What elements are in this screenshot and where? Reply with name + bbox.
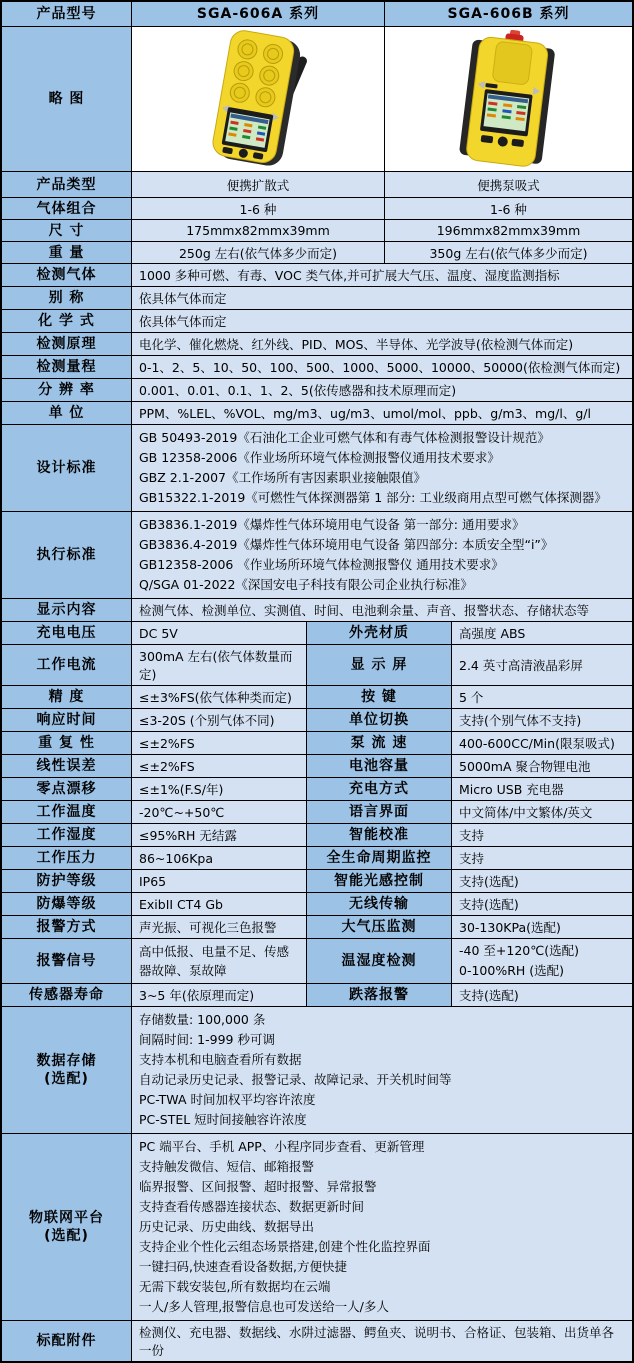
data-storage-label-line-1: 数据存储 [36,1053,97,1069]
working-current-value: 300mA 左右(依气体数量而定) [132,645,307,685]
header-series-a: SGA-606A 系列 [132,2,385,26]
exec-standard-label: 执行标准 [2,512,132,598]
row-repeatability [2,732,632,755]
units-label: 单 位 [2,402,132,424]
iot-platform-line: 无需下载安装包,所有数据均在云端 [139,1279,331,1294]
row-alarm-signal [2,939,632,984]
barometric-monitoring-value: 30-130KPa(选配) [452,916,632,938]
exec-standard-line: GB3836.4-2019《爆炸性气体环境用电气设备 第四部分: 本质安全型“i”》 [139,537,554,552]
weight-a: 250g 左右(依气体多少而定) [132,242,385,263]
chemical-formula-label: 化 学 式 [2,310,132,332]
row-sensor-life [2,984,632,1007]
unit-switch-label: 单位切换 [307,709,452,731]
response-time-label: 响应时间 [2,709,132,731]
protection-rating-label: 防护等级 [2,870,132,892]
display-content-value: 检测气体、检测单位、实测值、时间、电池剩余量、声音、报警状态、存储状态等 [132,599,632,621]
row-accuracy [2,686,632,709]
temp-humidity-line-1: -40 至+120℃(选配) [459,943,580,958]
row-gas-combination [2,198,632,220]
language-value: 中文简体/中文繁体/英文 [452,801,632,823]
temp-humidity-line-2: 0-100%RH (选配) [459,963,565,978]
light-sensor-control-value: 支持(选配) [452,870,632,892]
sketch-row [2,27,632,172]
iot-platform-line: 一键扫码,快速查看设备数据,方便快捷 [139,1259,347,1274]
display-content-label: 显示内容 [2,599,132,621]
row-chemical-formula [2,310,632,333]
row-display-content [2,599,632,622]
accessories-value: 检测仪、充电器、数据线、水阱过滤器、鳄鱼夹、说明书、合格证、包装箱、出货单各一份 [132,1321,632,1361]
zero-drift-value: ≤±1%(F.S/年) [132,778,307,800]
row-alias [2,287,632,310]
pump-flow-value: 400-600CC/Min(限泵吸式) [452,732,632,754]
row-charging-voltage [2,622,632,645]
alarm-signal-label: 报警信号 [2,939,132,983]
data-storage-line: 存储数量: 100,000 条 [139,1012,266,1027]
iot-platform-label-line-2: (选配) [44,1228,89,1244]
alarm-signal-value: 高中低报、电量不足、传感器故障、泵故障 [132,939,307,983]
weight-label: 重 量 [2,242,132,263]
accuracy-label: 精 度 [2,686,132,708]
gas-combination-a: 1-6 种 [132,198,385,219]
row-alarm-method [2,916,632,939]
row-weight [2,242,632,264]
row-data-storage [2,1007,632,1134]
light-sensor-control-label: 智能光感控制 [307,870,452,892]
lifecycle-monitoring-value: 支持 [452,847,632,869]
alarm-method-label: 报警方式 [2,916,132,938]
row-working-temperature [2,801,632,824]
table-header-row [2,2,632,27]
detection-principle-label: 检测原理 [2,333,132,355]
row-dimensions [2,220,632,242]
detection-range-label: 检测量程 [2,356,132,378]
explosion-proof-value: ExibII CT4 Gb [132,893,307,915]
row-explosion-proof-rating [2,893,632,916]
header-series-b: SGA-606B 系列 [385,2,632,26]
charging-voltage-label: 充电电压 [2,622,132,644]
working-humidity-value: ≤95%RH 无结露 [132,824,307,846]
iot-platform-line: 历史记录、历史曲线、数据导出 [139,1219,315,1234]
product-type-b: 便携泵吸式 [385,172,632,197]
working-temperature-value: -20℃~+50℃ [132,801,307,823]
iot-platform-line: 支持企业个性化云组态场景搭建,创建个性化监控界面 [139,1239,431,1254]
working-temperature-label: 工作温度 [2,801,132,823]
pump-flow-label: 泵 流 速 [307,732,452,754]
language-label: 语言界面 [307,801,452,823]
iot-platform-line: 临界报警、区间报警、超时报警、异常报警 [139,1179,377,1194]
detected-gases-label: 检测气体 [2,264,132,286]
shell-material-label: 外壳材质 [307,622,452,644]
protection-rating-value: IP65 [132,870,307,892]
row-working-current [2,645,632,686]
gas-combination-label: 气体组合 [2,198,132,219]
row-units [2,402,632,425]
accuracy-value: ≤±3%FS(依气体种类而定) [132,686,307,708]
alias-label: 别 称 [2,287,132,309]
row-exec-standard [2,512,632,599]
product-image-sga-606b [385,27,632,171]
row-accessories [2,1321,632,1361]
exec-standard-line: Q/SGA 01-2022《深国安电子科技有限公司企业执行标准》 [139,577,473,592]
exec-standard-line: GB3836.1-2019《爆炸性气体环境用电气设备 第一部分: 通用要求》 [139,517,525,532]
barometric-monitoring-label: 大气压监测 [307,916,452,938]
display-screen-label: 显 示 屏 [307,645,452,685]
drop-alarm-label: 跌落报警 [307,984,452,1006]
response-time-value: ≤3-20S (个别气体不同) [132,709,307,731]
row-detection-range [2,356,632,379]
iot-platform-line: PC 端平台、手机 APP、小程序同步查看、更新管理 [139,1139,425,1154]
design-standard-line: GB 12358-2006《作业场所环境气体检测报警仪通用技术要求》 [139,450,500,465]
working-pressure-value: 86~106Kpa [132,847,307,869]
detected-gases-value: 1000 多种可燃、有毒、VOC 类气体,并可扩展大气压、温度、湿度监测指标 [132,264,632,286]
drop-alarm-value: 支持(选配) [452,984,632,1006]
exec-standard-value [132,512,632,598]
temp-humidity-detection-value [452,939,632,983]
design-standard-value [132,425,632,511]
detection-principle-value: 电化学、催化燃烧、红外线、PID、MOS、半导体、光学波导(依检测气体而定) [132,333,632,355]
shell-material-value: 高强度 ABS [452,622,632,644]
display-screen-value: 2.4 英寸高清液晶彩屏 [452,645,632,685]
data-storage-line: 间隔时间: 1-999 秒可调 [139,1032,275,1047]
row-linearity-error [2,755,632,778]
iot-platform-label-line-1: 物联网平台 [29,1210,104,1226]
explosion-proof-label: 防爆等级 [2,893,132,915]
alias-value: 依具体气体而定 [132,287,632,309]
smart-calibration-label: 智能校准 [307,824,452,846]
working-humidity-label: 工作湿度 [2,824,132,846]
resolution-label: 分 辨 率 [2,379,132,401]
buttons-label: 按 键 [307,686,452,708]
battery-capacity-value: 5000mA 聚合物锂电池 [452,755,632,777]
sketch-label: 略 图 [2,27,132,171]
product-type-label: 产品类型 [2,172,132,197]
data-storage-value [132,1007,632,1133]
chemical-formula-value: 依具体气体而定 [132,310,632,332]
data-storage-line: PC-STEL 短时间接触容许浓度 [139,1112,307,1127]
data-storage-label [2,1007,132,1133]
data-storage-line: 自动记录历史记录、报警记录、故障记录、开关机时间等 [139,1072,452,1087]
row-response-time [2,709,632,732]
repeatability-value: ≤±2%FS [132,732,307,754]
wireless-transmission-label: 无线传输 [307,893,452,915]
iot-platform-line: 支持查看传感器连接状态、数据更新时间 [139,1199,365,1214]
iot-platform-line: 一人/多人管理,报警信息也可发送给一人/多人 [139,1299,389,1314]
linearity-error-label: 线性误差 [2,755,132,777]
design-standard-line: GBZ 2.1-2007《工作场所有害因素职业接触限值》 [139,470,427,485]
device-b-illustration [424,30,594,168]
iot-platform-line: 支持触发微信、短信、邮箱报警 [139,1159,315,1174]
battery-capacity-label: 电池容量 [307,755,452,777]
iot-platform-label [2,1134,132,1320]
zero-drift-label: 零点漂移 [2,778,132,800]
data-storage-line: PC-TWA 时间加权平均容许浓度 [139,1092,316,1107]
header-product-model: 产品型号 [2,2,132,26]
buttons-value: 5 个 [452,686,632,708]
sensor-life-label: 传感器寿命 [2,984,132,1006]
unit-switch-value: 支持(个别气体不支持) [452,709,632,731]
resolution-value: 0.001、0.01、0.1、1、2、5(依传感器和技术原理而定) [132,379,632,401]
row-design-standard [2,425,632,512]
row-zero-drift [2,778,632,801]
row-working-pressure [2,847,632,870]
accessories-label: 标配附件 [2,1321,132,1361]
row-resolution [2,379,632,402]
dimensions-a: 175mmx82mmx39mm [132,220,385,241]
exec-standard-line: GB12358-2006 《作业场所环境气体检测报警仪 通用技术要求》 [139,557,504,572]
alarm-method-value: 声光振、可视化三色报警 [132,916,307,938]
smart-calibration-value: 支持 [452,824,632,846]
working-pressure-label: 工作压力 [2,847,132,869]
row-iot-platform [2,1134,632,1321]
product-image-sga-606a [132,27,385,171]
gas-combination-b: 1-6 种 [385,198,632,219]
design-standard-line: GB15322.1-2019《可燃性气体探测器第 1 部分: 工业级商用点型可燃气体探测器》 [139,490,607,505]
row-detection-principle [2,333,632,356]
weight-b: 350g 左右(依气体多少而定) [385,242,632,263]
row-protection-rating [2,870,632,893]
sensor-life-value: 3~5 年(依原理而定) [132,984,307,1006]
row-product-type [2,172,632,198]
design-standard-line: GB 50493-2019《石油化工企业可燃气体和有毒气体检测报警设计规范》 [139,430,550,445]
lifecycle-monitoring-label: 全生命周期监控 [307,847,452,869]
units-value: PPM、%LEL、%VOL、mg/m3、ug/m3、umol/mol、ppb、g/m3、mg/l、g/l [132,402,632,424]
working-current-label: 工作电流 [2,645,132,685]
row-detected-gases [2,264,632,287]
iot-platform-value [132,1134,632,1320]
device-a-illustration [168,30,348,168]
charging-method-label: 充电方式 [307,778,452,800]
linearity-error-value: ≤±2%FS [132,755,307,777]
wireless-transmission-value: 支持(选配) [452,893,632,915]
charging-method-value: Micro USB 充电器 [452,778,632,800]
dimensions-b: 196mmx82mmx39mm [385,220,632,241]
repeatability-label: 重 复 性 [2,732,132,754]
product-type-a: 便携扩散式 [132,172,385,197]
detection-range-value: 0-1、2、5、10、50、100、500、1000、5000、10000、50000(依检测气体而定) [132,356,632,378]
data-storage-line: 支持本机和电脑查看所有数据 [139,1052,302,1067]
data-storage-label-line-2: (选配) [44,1071,89,1087]
row-working-humidity [2,824,632,847]
temp-humidity-detection-label: 温湿度检测 [307,939,452,983]
design-standard-label: 设计标准 [2,425,132,511]
dimensions-label: 尺 寸 [2,220,132,241]
charging-voltage-value: DC 5V [132,622,307,644]
